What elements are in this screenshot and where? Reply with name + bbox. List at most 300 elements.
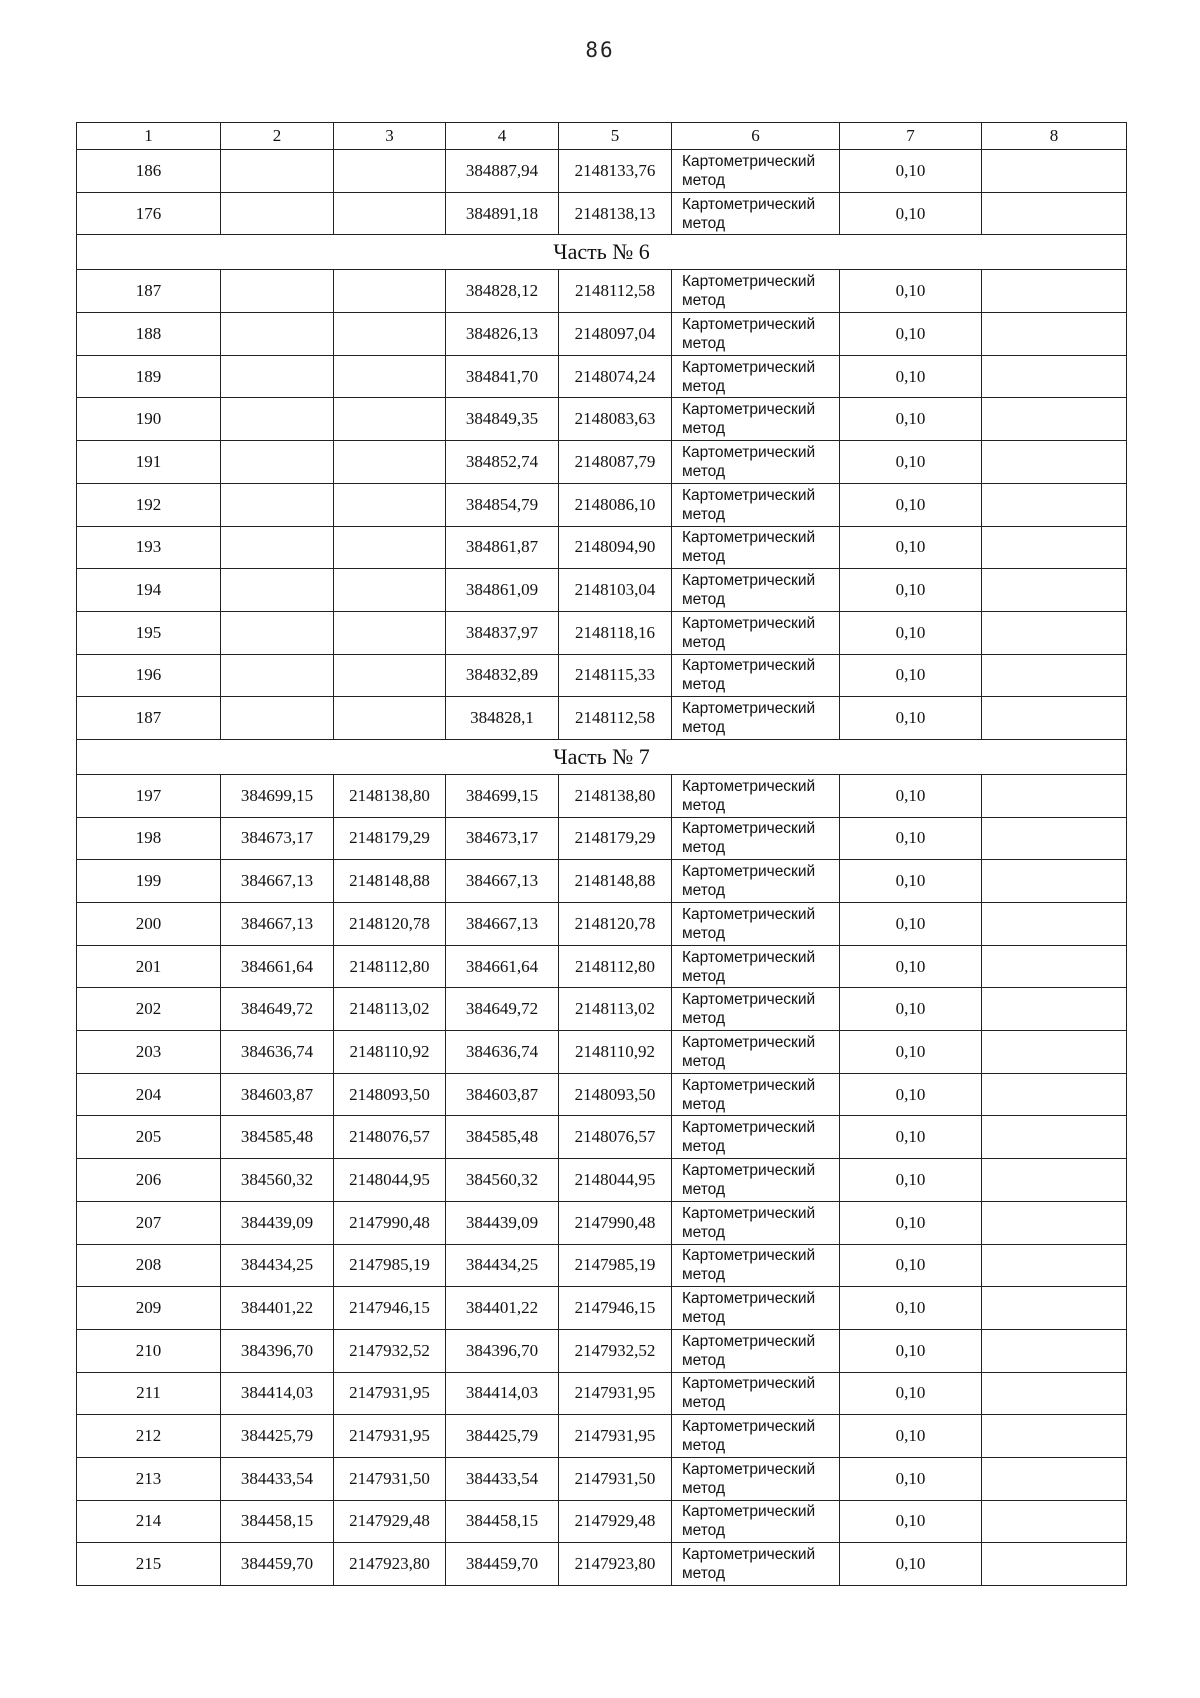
x-old-cell: [221, 697, 334, 740]
accuracy-cell: 0,10: [840, 1116, 982, 1159]
method-cell: Картометрический метод: [672, 150, 840, 193]
point-number-cell: 196: [77, 654, 221, 697]
remark-cell: [982, 526, 1127, 569]
page-number: 86: [585, 38, 615, 62]
table-row: [77, 1073, 1127, 1116]
column-header-7: 7: [840, 123, 982, 150]
accuracy-cell: 0,10: [840, 398, 982, 441]
accuracy-cell: 0,10: [840, 1500, 982, 1543]
remark-cell: [982, 1116, 1127, 1159]
accuracy-cell: 0,10: [840, 1031, 982, 1074]
y-old-cell: 2147931,50: [334, 1457, 446, 1500]
x-old-cell: [221, 398, 334, 441]
method-cell: Картометрический метод: [672, 1329, 840, 1372]
y-old-cell: 2147931,95: [334, 1372, 446, 1415]
remark-cell: [982, 150, 1127, 193]
table-row: [77, 988, 1127, 1031]
method-cell: Картометрический метод: [672, 1372, 840, 1415]
remark-cell: [982, 697, 1127, 740]
x-new-cell: 384667,13: [446, 860, 559, 903]
remark-cell: [982, 817, 1127, 860]
remark-cell: [982, 1244, 1127, 1287]
remark-cell: [982, 903, 1127, 946]
accuracy-cell: 0,10: [840, 1201, 982, 1244]
remark-cell: [982, 1500, 1127, 1543]
point-number-cell: 209: [77, 1287, 221, 1330]
y-old-cell: [334, 270, 446, 313]
table-row: [77, 192, 1127, 235]
table-row: [77, 654, 1127, 697]
y-old-cell: 2148110,92: [334, 1031, 446, 1074]
accuracy-cell: 0,10: [840, 1287, 982, 1330]
y-old-cell: 2148113,02: [334, 988, 446, 1031]
x-new-cell: 384837,97: [446, 611, 559, 654]
table-row: [77, 1201, 1127, 1244]
y-old-cell: [334, 483, 446, 526]
table-row: [77, 1457, 1127, 1500]
method-cell: Картометрический метод: [672, 1201, 840, 1244]
point-number-cell: 186: [77, 150, 221, 193]
y-old-cell: 2147923,80: [334, 1543, 446, 1586]
x-new-cell: 384861,09: [446, 569, 559, 612]
accuracy-cell: 0,10: [840, 526, 982, 569]
x-old-cell: 384661,64: [221, 945, 334, 988]
y-old-cell: 2148138,80: [334, 774, 446, 817]
point-number-cell: 187: [77, 697, 221, 740]
x-old-cell: 384673,17: [221, 817, 334, 860]
table-row: [77, 903, 1127, 946]
method-cell: Картометрический метод: [672, 774, 840, 817]
point-number-cell: 176: [77, 192, 221, 235]
y-new-cell: 2148093,50: [559, 1073, 672, 1116]
table-row: [77, 483, 1127, 526]
accuracy-cell: 0,10: [840, 355, 982, 398]
header-row: [77, 123, 1127, 150]
table-row: [77, 313, 1127, 356]
remark-cell: [982, 1415, 1127, 1458]
accuracy-cell: 0,10: [840, 483, 982, 526]
accuracy-cell: 0,10: [840, 903, 982, 946]
remark-cell: [982, 1543, 1127, 1586]
accuracy-cell: 0,10: [840, 774, 982, 817]
remark-cell: [982, 1073, 1127, 1116]
point-number-cell: 194: [77, 569, 221, 612]
y-old-cell: [334, 441, 446, 484]
y-new-cell: 2147923,80: [559, 1543, 672, 1586]
y-old-cell: 2147985,19: [334, 1244, 446, 1287]
y-old-cell: [334, 526, 446, 569]
point-number-cell: 195: [77, 611, 221, 654]
remark-cell: [982, 569, 1127, 612]
x-new-cell: 384585,48: [446, 1116, 559, 1159]
x-old-cell: [221, 526, 334, 569]
point-number-cell: 190: [77, 398, 221, 441]
point-number-cell: 206: [77, 1159, 221, 1202]
method-cell: Картометрический метод: [672, 860, 840, 903]
remark-cell: [982, 441, 1127, 484]
column-header-5: 5: [559, 123, 672, 150]
y-old-cell: 2148148,88: [334, 860, 446, 903]
accuracy-cell: 0,10: [840, 1159, 982, 1202]
x-old-cell: 384636,74: [221, 1031, 334, 1074]
table-row: [77, 945, 1127, 988]
x-old-cell: 384425,79: [221, 1415, 334, 1458]
x-new-cell: 384425,79: [446, 1415, 559, 1458]
x-new-cell: 384828,12: [446, 270, 559, 313]
method-cell: Картометрический метод: [672, 1415, 840, 1458]
x-old-cell: 384458,15: [221, 1500, 334, 1543]
x-new-cell: 384649,72: [446, 988, 559, 1031]
coordinates-table: [76, 122, 1127, 1586]
table-row: [77, 1372, 1127, 1415]
section-title-row: [77, 235, 1127, 270]
point-number-cell: 214: [77, 1500, 221, 1543]
y-new-cell: 2148094,90: [559, 526, 672, 569]
remark-cell: [982, 1329, 1127, 1372]
y-new-cell: 2148110,92: [559, 1031, 672, 1074]
accuracy-cell: 0,10: [840, 313, 982, 356]
x-new-cell: 384861,87: [446, 526, 559, 569]
remark-cell: [982, 860, 1127, 903]
point-number-cell: 211: [77, 1372, 221, 1415]
method-cell: Картометрический метод: [672, 1500, 840, 1543]
method-cell: Картометрический метод: [672, 1457, 840, 1500]
method-cell: Картометрический метод: [672, 398, 840, 441]
method-cell: Картометрический метод: [672, 1073, 840, 1116]
x-new-cell: 384826,13: [446, 313, 559, 356]
point-number-cell: 208: [77, 1244, 221, 1287]
remark-cell: [982, 774, 1127, 817]
point-number-cell: 207: [77, 1201, 221, 1244]
x-old-cell: [221, 654, 334, 697]
y-new-cell: 2148113,02: [559, 988, 672, 1031]
x-old-cell: 384433,54: [221, 1457, 334, 1500]
x-old-cell: [221, 192, 334, 235]
point-number-cell: 198: [77, 817, 221, 860]
x-old-cell: 384401,22: [221, 1287, 334, 1330]
y-old-cell: 2147929,48: [334, 1500, 446, 1543]
y-new-cell: 2148112,58: [559, 697, 672, 740]
x-new-cell: 384887,94: [446, 150, 559, 193]
method-cell: Картометрический метод: [672, 192, 840, 235]
y-old-cell: [334, 192, 446, 235]
remark-cell: [982, 192, 1127, 235]
point-number-cell: 189: [77, 355, 221, 398]
remark-cell: [982, 1159, 1127, 1202]
method-cell: Картометрический метод: [672, 1287, 840, 1330]
y-new-cell: 2147931,95: [559, 1372, 672, 1415]
x-new-cell: 384433,54: [446, 1457, 559, 1500]
remark-cell: [982, 1372, 1127, 1415]
method-cell: Картометрический метод: [672, 569, 840, 612]
accuracy-cell: 0,10: [840, 441, 982, 484]
table-row: [77, 817, 1127, 860]
point-number-cell: 200: [77, 903, 221, 946]
x-new-cell: 384396,70: [446, 1329, 559, 1372]
point-number-cell: 188: [77, 313, 221, 356]
y-new-cell: 2148148,88: [559, 860, 672, 903]
method-cell: Картометрический метод: [672, 903, 840, 946]
x-new-cell: 384891,18: [446, 192, 559, 235]
accuracy-cell: 0,10: [840, 860, 982, 903]
x-old-cell: [221, 483, 334, 526]
y-new-cell: 2148044,95: [559, 1159, 672, 1202]
method-cell: Картометрический метод: [672, 1244, 840, 1287]
x-old-cell: 384667,13: [221, 860, 334, 903]
x-old-cell: [221, 313, 334, 356]
y-old-cell: [334, 355, 446, 398]
remark-cell: [982, 355, 1127, 398]
y-new-cell: 2147932,52: [559, 1329, 672, 1372]
column-header-2: 2: [221, 123, 334, 150]
y-old-cell: 2147931,95: [334, 1415, 446, 1458]
method-cell: Картометрический метод: [672, 270, 840, 313]
remark-cell: [982, 654, 1127, 697]
accuracy-cell: 0,10: [840, 192, 982, 235]
remark-cell: [982, 398, 1127, 441]
table-row: [77, 774, 1127, 817]
table-row: [77, 1244, 1127, 1287]
y-new-cell: 2148179,29: [559, 817, 672, 860]
y-old-cell: 2147932,52: [334, 1329, 446, 1372]
remark-cell: [982, 611, 1127, 654]
y-new-cell: 2148074,24: [559, 355, 672, 398]
point-number-cell: 210: [77, 1329, 221, 1372]
accuracy-cell: 0,10: [840, 611, 982, 654]
x-new-cell: 384458,15: [446, 1500, 559, 1543]
y-new-cell: 2147931,50: [559, 1457, 672, 1500]
point-number-cell: 191: [77, 441, 221, 484]
y-old-cell: [334, 697, 446, 740]
method-cell: Картометрический метод: [672, 526, 840, 569]
accuracy-cell: 0,10: [840, 654, 982, 697]
x-old-cell: 384459,70: [221, 1543, 334, 1586]
table-row: [77, 398, 1127, 441]
x-new-cell: 384414,03: [446, 1372, 559, 1415]
x-old-cell: 384603,87: [221, 1073, 334, 1116]
x-old-cell: 384414,03: [221, 1372, 334, 1415]
section-title: Часть № 7: [77, 739, 1127, 774]
y-old-cell: 2148112,80: [334, 945, 446, 988]
table-row: [77, 150, 1127, 193]
remark-cell: [982, 270, 1127, 313]
section-title: Часть № 6: [77, 235, 1127, 270]
remark-cell: [982, 1457, 1127, 1500]
table-body: [77, 123, 1127, 1586]
point-number-cell: 202: [77, 988, 221, 1031]
table-row: [77, 697, 1127, 740]
x-new-cell: 384603,87: [446, 1073, 559, 1116]
table-row: [77, 569, 1127, 612]
y-new-cell: 2148076,57: [559, 1116, 672, 1159]
y-new-cell: 2148087,79: [559, 441, 672, 484]
y-old-cell: [334, 569, 446, 612]
column-header-4: 4: [446, 123, 559, 150]
y-new-cell: 2148086,10: [559, 483, 672, 526]
x-new-cell: 384636,74: [446, 1031, 559, 1074]
table-row: [77, 441, 1127, 484]
remark-cell: [982, 313, 1127, 356]
x-new-cell: 384828,1: [446, 697, 559, 740]
accuracy-cell: 0,10: [840, 988, 982, 1031]
y-new-cell: 2147985,19: [559, 1244, 672, 1287]
x-old-cell: [221, 569, 334, 612]
table-row: [77, 270, 1127, 313]
y-new-cell: 2147946,15: [559, 1287, 672, 1330]
y-new-cell: 2148120,78: [559, 903, 672, 946]
table-row: [77, 526, 1127, 569]
remark-cell: [982, 483, 1127, 526]
y-old-cell: 2148093,50: [334, 1073, 446, 1116]
table-row: [77, 611, 1127, 654]
y-new-cell: 2148083,63: [559, 398, 672, 441]
remark-cell: [982, 988, 1127, 1031]
column-header-1: 1: [77, 123, 221, 150]
accuracy-cell: 0,10: [840, 270, 982, 313]
y-new-cell: 2148115,33: [559, 654, 672, 697]
y-old-cell: [334, 313, 446, 356]
table-row: [77, 1415, 1127, 1458]
point-number-cell: 213: [77, 1457, 221, 1500]
y-old-cell: 2148179,29: [334, 817, 446, 860]
method-cell: Картометрический метод: [672, 1543, 840, 1586]
y-old-cell: [334, 150, 446, 193]
point-number-cell: 204: [77, 1073, 221, 1116]
accuracy-cell: 0,10: [840, 1372, 982, 1415]
table-row: [77, 1329, 1127, 1372]
method-cell: Картометрический метод: [672, 483, 840, 526]
x-new-cell: 384849,35: [446, 398, 559, 441]
x-old-cell: [221, 441, 334, 484]
x-new-cell: 384699,15: [446, 774, 559, 817]
x-old-cell: 384585,48: [221, 1116, 334, 1159]
point-number-cell: 212: [77, 1415, 221, 1458]
y-old-cell: 2147946,15: [334, 1287, 446, 1330]
point-number-cell: 193: [77, 526, 221, 569]
table-row: [77, 1116, 1127, 1159]
y-new-cell: 2147990,48: [559, 1201, 672, 1244]
y-new-cell: 2148138,80: [559, 774, 672, 817]
x-new-cell: 384439,09: [446, 1201, 559, 1244]
x-old-cell: 384649,72: [221, 988, 334, 1031]
table-row: [77, 1500, 1127, 1543]
x-old-cell: [221, 150, 334, 193]
column-header-8: 8: [982, 123, 1127, 150]
point-number-cell: 203: [77, 1031, 221, 1074]
x-new-cell: 384667,13: [446, 903, 559, 946]
y-old-cell: 2147990,48: [334, 1201, 446, 1244]
y-new-cell: 2148133,76: [559, 150, 672, 193]
method-cell: Картометрический метод: [672, 988, 840, 1031]
point-number-cell: 187: [77, 270, 221, 313]
x-new-cell: 384401,22: [446, 1287, 559, 1330]
point-number-cell: 192: [77, 483, 221, 526]
x-old-cell: [221, 355, 334, 398]
y-old-cell: 2148044,95: [334, 1159, 446, 1202]
point-number-cell: 215: [77, 1543, 221, 1586]
x-new-cell: 384434,25: [446, 1244, 559, 1287]
x-old-cell: 384560,32: [221, 1159, 334, 1202]
y-new-cell: 2148103,04: [559, 569, 672, 612]
y-old-cell: 2148076,57: [334, 1116, 446, 1159]
method-cell: Картометрический метод: [672, 654, 840, 697]
x-new-cell: 384673,17: [446, 817, 559, 860]
accuracy-cell: 0,10: [840, 1244, 982, 1287]
method-cell: Картометрический метод: [672, 441, 840, 484]
point-number-cell: 199: [77, 860, 221, 903]
x-new-cell: 384854,79: [446, 483, 559, 526]
x-old-cell: 384434,25: [221, 1244, 334, 1287]
x-new-cell: 384459,70: [446, 1543, 559, 1586]
accuracy-cell: 0,10: [840, 569, 982, 612]
method-cell: Картометрический метод: [672, 697, 840, 740]
method-cell: Картометрический метод: [672, 945, 840, 988]
y-new-cell: 2148112,58: [559, 270, 672, 313]
x-new-cell: 384661,64: [446, 945, 559, 988]
accuracy-cell: 0,10: [840, 817, 982, 860]
remark-cell: [982, 1031, 1127, 1074]
accuracy-cell: 0,10: [840, 1543, 982, 1586]
method-cell: Картометрический метод: [672, 1031, 840, 1074]
y-new-cell: 2148138,13: [559, 192, 672, 235]
accuracy-cell: 0,10: [840, 697, 982, 740]
accuracy-cell: 0,10: [840, 1073, 982, 1116]
y-new-cell: 2148097,04: [559, 313, 672, 356]
x-old-cell: 384439,09: [221, 1201, 334, 1244]
x-old-cell: [221, 270, 334, 313]
y-new-cell: 2147929,48: [559, 1500, 672, 1543]
remark-cell: [982, 1287, 1127, 1330]
section-title-row: [77, 739, 1127, 774]
x-old-cell: 384699,15: [221, 774, 334, 817]
point-number-cell: 201: [77, 945, 221, 988]
x-new-cell: 384560,32: [446, 1159, 559, 1202]
table-row: [77, 1159, 1127, 1202]
method-cell: Картометрический метод: [672, 817, 840, 860]
x-old-cell: 384396,70: [221, 1329, 334, 1372]
y-old-cell: [334, 654, 446, 697]
remark-cell: [982, 945, 1127, 988]
accuracy-cell: 0,10: [840, 1457, 982, 1500]
x-new-cell: 384852,74: [446, 441, 559, 484]
column-header-6: 6: [672, 123, 840, 150]
x-old-cell: 384667,13: [221, 903, 334, 946]
y-new-cell: 2148112,80: [559, 945, 672, 988]
method-cell: Картометрический метод: [672, 355, 840, 398]
table-row: [77, 1287, 1127, 1330]
y-old-cell: [334, 611, 446, 654]
accuracy-cell: 0,10: [840, 1329, 982, 1372]
point-number-cell: 197: [77, 774, 221, 817]
accuracy-cell: 0,10: [840, 945, 982, 988]
table-row: [77, 860, 1127, 903]
y-old-cell: 2148120,78: [334, 903, 446, 946]
x-new-cell: 384841,70: [446, 355, 559, 398]
y-old-cell: [334, 398, 446, 441]
point-number-cell: 205: [77, 1116, 221, 1159]
column-header-3: 3: [334, 123, 446, 150]
accuracy-cell: 0,10: [840, 150, 982, 193]
accuracy-cell: 0,10: [840, 1415, 982, 1458]
y-new-cell: 2147931,95: [559, 1415, 672, 1458]
x-old-cell: [221, 611, 334, 654]
method-cell: Картометрический метод: [672, 1159, 840, 1202]
table-row: [77, 355, 1127, 398]
remark-cell: [982, 1201, 1127, 1244]
table-row: [77, 1543, 1127, 1586]
method-cell: Картометрический метод: [672, 611, 840, 654]
x-new-cell: 384832,89: [446, 654, 559, 697]
